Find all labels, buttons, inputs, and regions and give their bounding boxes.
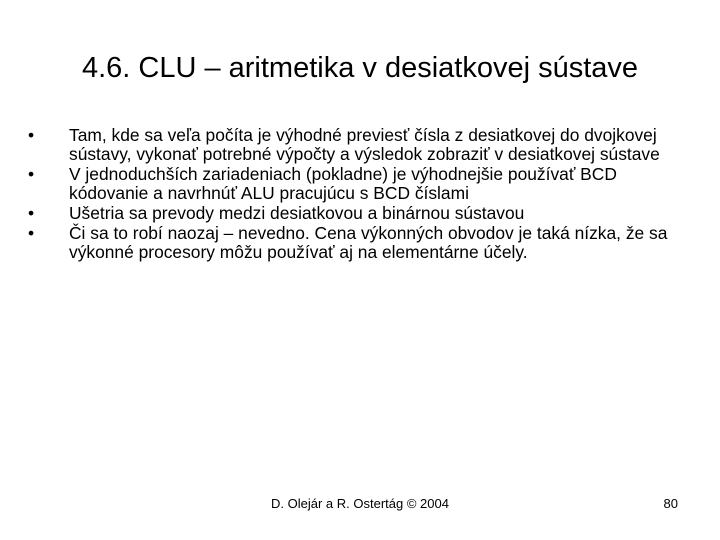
bullet-item — [28, 204, 678, 223]
bullet-text: Ušetria sa prevody medzi desiatkovou a binárnou sústavou — [69, 203, 525, 223]
bullet-point-icon: • — [28, 203, 35, 223]
bullet-text: Tam, kde sa veľa počíta je výhodné previesť čísla z desiatkovej do dvojkovej sústavy, vykonať potrebné výpočty a výsledok zobraziť v desiatkovej sústave — [69, 125, 660, 164]
bullet-item — [28, 165, 678, 203]
bullet-point-icon: • — [28, 125, 35, 145]
bullet-point-icon: • — [28, 223, 35, 243]
bullet-text: V jednoduchších zariadeniach (pokladne) je výhodnejšie používať BCD kódovanie a navrhnúť ALU pracujúcu s BCD číslami — [69, 164, 617, 203]
bullet-point-icon: • — [28, 164, 35, 184]
bullet-text: Či sa to robí naozaj – nevedno. Cena výkonných obvodov je taká nízka, že sa výkonné procesory môžu používať aj na elementárne účely. — [69, 223, 668, 262]
bullet-item — [28, 126, 678, 164]
bullet-item — [28, 224, 678, 262]
footer-credit: D. Olejár a R. Ostertág © 2004 — [271, 496, 449, 511]
bullet-list — [28, 126, 678, 263]
slide-title: 4.6. CLU – aritmetika v desiatkovej sústave — [81, 52, 639, 84]
page-number: 80 — [663, 496, 678, 511]
